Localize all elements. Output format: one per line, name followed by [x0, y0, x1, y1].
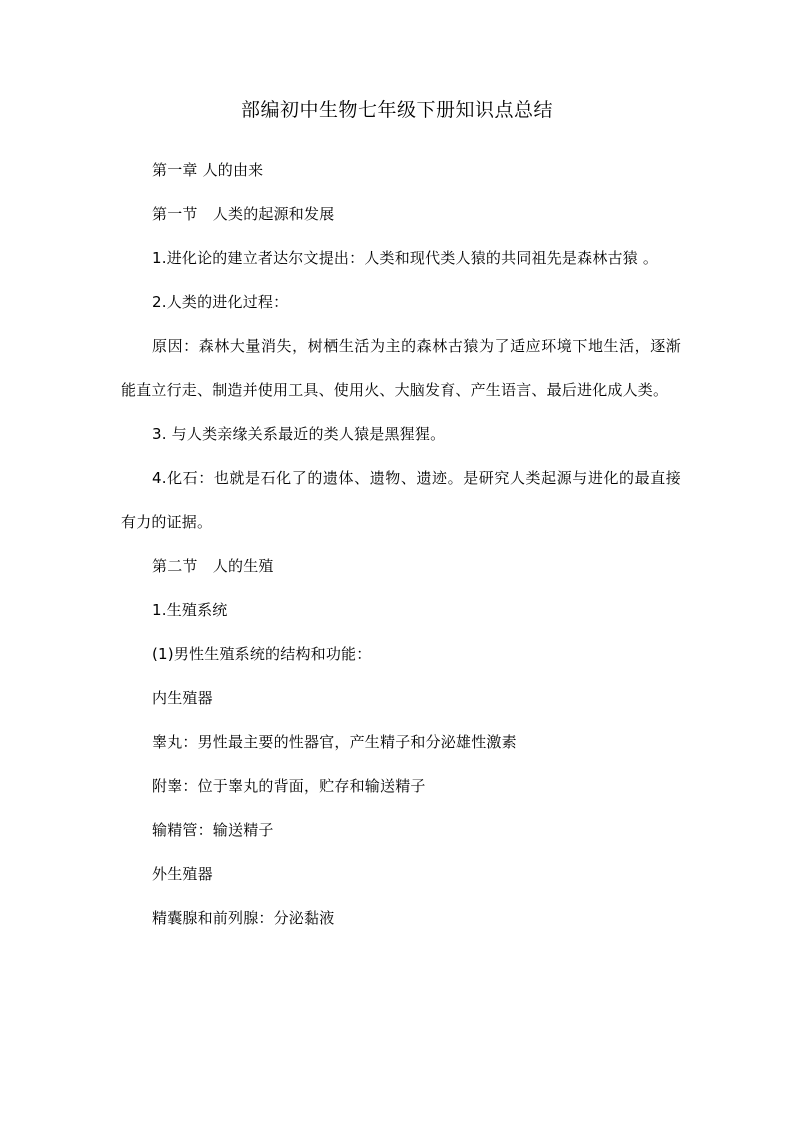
section-heading: 第一节 人类的起源和发展	[152, 205, 335, 223]
section-heading: 第二节 人的生殖	[152, 557, 274, 575]
paragraph: (1)男性生殖系统的结构和功能：	[152, 645, 372, 663]
paragraph: 原因：森林大量消失，树栖生活为主的森林古猿为了适应环境下地生活，逐渐能直立行走、制造并使用工具、使用火、大脑发育、产生语言、最后进化成人类。	[121, 337, 681, 399]
paragraph: 4.化石：也就是石化了的遗体、遗物、遗迹。是研究人类起源与进化的最直接有力的证据。	[121, 469, 681, 531]
paragraph: 附睾：位于睾丸的背面，贮存和输送精子	[152, 777, 426, 795]
paragraph: 外生殖器	[152, 865, 213, 883]
document-body	[121, 148, 681, 940]
paragraph: 1.进化论的建立者达尔文提出：人类和现代类人猿的共同祖先是森林古猿 。	[152, 249, 659, 267]
paragraph: 3. 与人类亲缘关系最近的类人猿是黑猩猩。	[152, 425, 446, 443]
paragraph: 输精管：输送精子	[152, 821, 274, 839]
paragraph: 2.人类的进化过程：	[152, 293, 289, 311]
paragraph: 1.生殖系统	[152, 601, 228, 619]
chapter-heading: 第一章 人的由来	[152, 161, 264, 179]
paragraph: 内生殖器	[152, 689, 213, 707]
document-title: 部编初中生物七年级下册知识点总结	[240, 99, 553, 121]
paragraph: 睾丸：男性最主要的性器官，产生精子和分泌雄性激素	[152, 733, 517, 751]
paragraph: 精囊腺和前列腺：分泌黏液	[152, 909, 335, 927]
